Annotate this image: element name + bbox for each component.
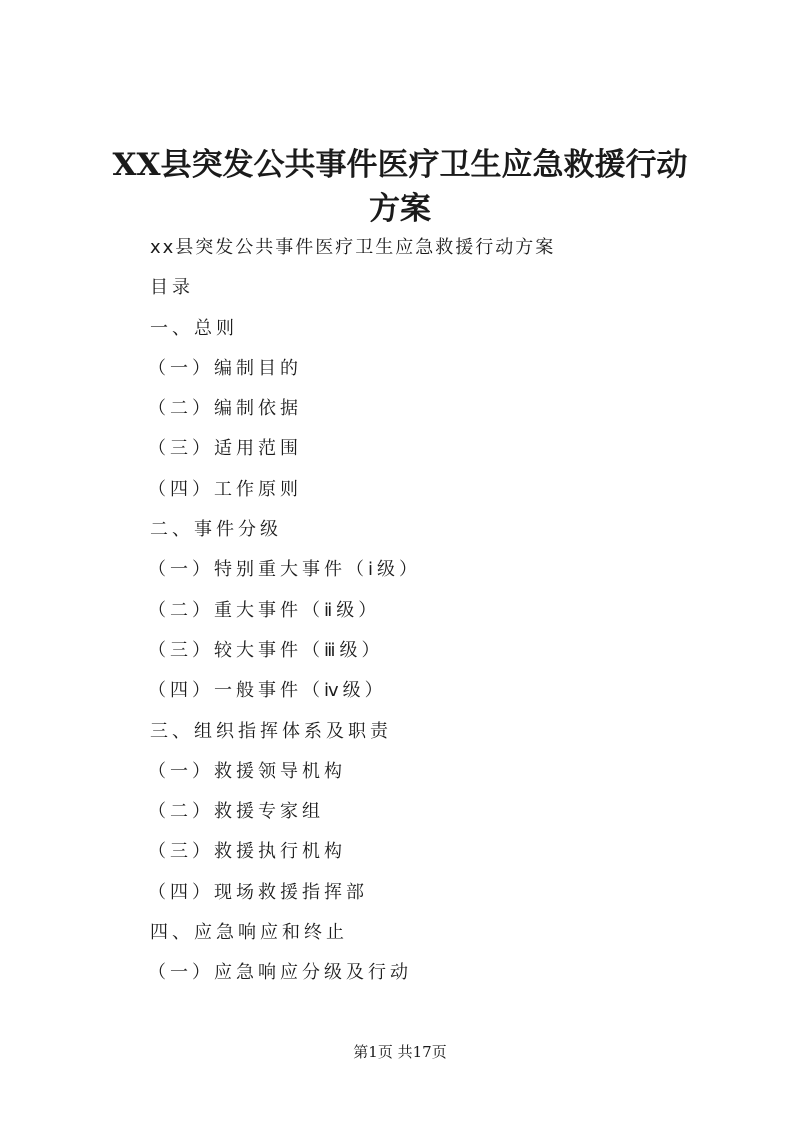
toc-item: （二）重大事件（ⅱ级） [148,599,381,621]
toc-section: 四、应急响应和终止 [150,922,348,944]
toc-item: （四）现场救援指挥部 [148,881,368,903]
toc-item: （四）工作原则 [148,478,302,500]
page-number: 第1页 共17页 [353,1043,447,1061]
toc-item: （一）特别重大事件（ⅰ级） [148,559,421,581]
toc-item: （三）较大事件（ⅲ级） [148,639,384,661]
page-footer [0,1042,800,1062]
toc-item: （二）编制依据 [148,398,302,420]
toc-section: 一、总则 [150,317,238,339]
toc-item: （二）救援专家组 [148,801,324,823]
toc-item: （三）救援执行机构 [148,841,346,863]
toc-item: （一）应急响应分级及行动 [148,962,412,984]
toc-section: 二、事件分级 [150,519,282,541]
toc-section: 三、组织指挥体系及职责 [150,720,392,742]
toc-item: （一）救援领导机构 [148,760,346,782]
table-of-contents [150,228,710,994]
toc-heading: 目录 [150,277,194,299]
document-subtitle: xx县突发公共事件医疗卫生应急救援行动方案 [150,237,556,258]
toc-item: （一）编制目的 [148,357,302,379]
toc-item: （三）适用范围 [148,438,302,460]
document-title: XX县突发公共事件医疗卫生应急救援行动方案 [112,147,688,227]
toc-item: （四）一般事件（ⅳ级） [148,680,387,702]
